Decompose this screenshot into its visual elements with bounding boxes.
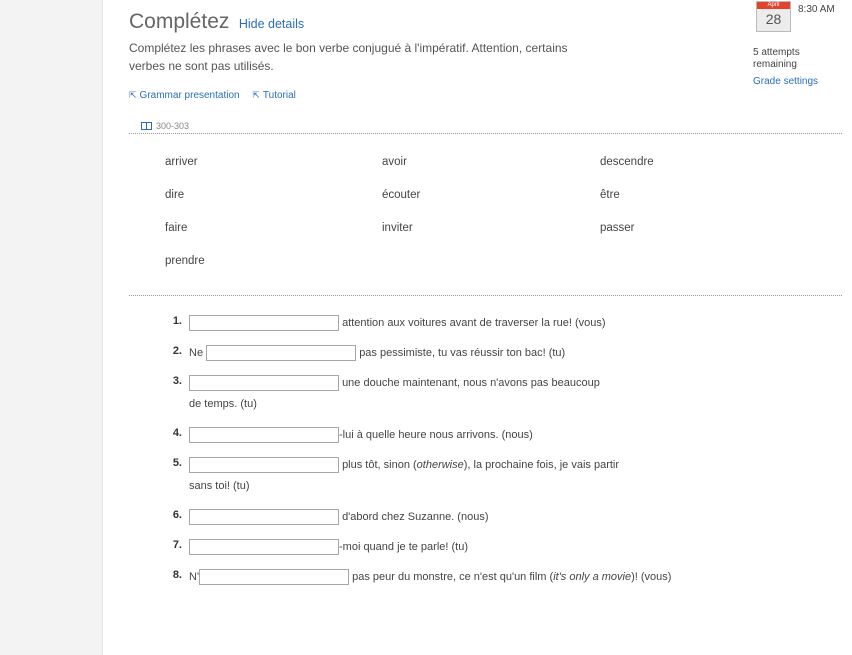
textbook-pages[interactable] xyxy=(141,121,189,131)
external-arrow-icon: ⇱ xyxy=(129,90,137,100)
word-bank-item: descendre xyxy=(600,156,654,168)
resource-links xyxy=(129,90,306,101)
word-bank-item: inviter xyxy=(382,222,413,234)
question-number: 1. xyxy=(172,315,182,327)
answer-input-1[interactable] xyxy=(189,315,339,331)
calendar-icon xyxy=(756,1,791,32)
question-prefix: N' xyxy=(189,571,200,583)
word-bank-item: avoir xyxy=(382,156,407,168)
word-bank-item: faire xyxy=(165,222,188,234)
grade-settings-link[interactable]: Grade settings xyxy=(753,76,819,87)
due-time: 8:30 AM xyxy=(798,4,835,15)
word-bank-item: écouter xyxy=(382,189,421,201)
word-bank-item: prendre xyxy=(165,255,205,267)
divider xyxy=(129,295,842,296)
word-bank-item: être xyxy=(600,189,620,201)
question-text: plus tôt, sinon (otherwise), la prochaine fois, je vais partir xyxy=(342,459,620,471)
grammar-presentation-link[interactable] xyxy=(129,90,240,101)
instructions: Complétez les phrases avec le bon verbe conjugué à l'impératif. Attention, certains verbes ne sont pas utilisés. xyxy=(129,41,568,73)
question-number: 2. xyxy=(172,345,182,357)
question-text: -lui à quelle heure nous arrivons. (nous) xyxy=(339,429,533,441)
divider xyxy=(129,133,842,134)
question-number: 3. xyxy=(172,375,182,387)
question-text: une douche maintenant, nous n'avons pas beaucoup xyxy=(342,377,600,389)
question-text-continued: sans toi! (tu) xyxy=(189,480,250,492)
question-number: 7. xyxy=(172,539,182,551)
question-number: 4. xyxy=(172,427,182,439)
tutorial-link[interactable] xyxy=(252,90,296,101)
answer-input-3[interactable] xyxy=(189,375,339,391)
question-text: d'abord chez Suzanne. (nous) xyxy=(342,511,489,523)
title-row xyxy=(129,10,304,34)
left-sidebar xyxy=(0,0,103,655)
page-range: 300-303 xyxy=(156,121,190,131)
word-bank-item: arriver xyxy=(165,156,198,168)
word-bank-item: passer xyxy=(600,222,635,234)
grammar-presentation-label: Grammar presentation xyxy=(139,90,240,101)
page-title: Complétez xyxy=(129,10,230,33)
answer-input-8[interactable] xyxy=(199,569,349,585)
question-text: pas peur du monstre, ce n'est qu'un film (it's only a movie)! (vous) xyxy=(352,571,672,583)
answer-input-5[interactable] xyxy=(189,457,339,473)
question-number: 5. xyxy=(172,457,182,469)
calendar-day: 28 xyxy=(765,11,782,27)
word-bank-item: dire xyxy=(165,189,185,201)
answer-input-4[interactable] xyxy=(189,427,339,443)
hide-details-link[interactable]: Hide details xyxy=(238,17,305,31)
calendar-month: April xyxy=(757,2,790,9)
question-text-continued: de temps. (tu) xyxy=(189,398,257,410)
answer-input-7[interactable] xyxy=(189,539,339,555)
question-text: attention aux voitures avant de traverser la rue! (vous) xyxy=(342,317,606,329)
tutorial-label: Tutorial xyxy=(262,90,296,101)
answer-input-6[interactable] xyxy=(189,509,339,525)
external-arrow-icon: ⇱ xyxy=(252,90,260,100)
question-text: pas pessimiste, tu vas réussir ton bac! (tu) xyxy=(359,347,566,359)
attempts-remaining: 5 attempts remaining xyxy=(753,47,800,70)
question-prefix: Ne xyxy=(189,347,204,359)
answer-input-2[interactable] xyxy=(206,345,356,361)
activity-panel xyxy=(129,0,844,655)
question-number: 6. xyxy=(172,509,182,521)
question-number: 8. xyxy=(172,569,182,581)
book-icon xyxy=(141,122,152,130)
question-text: -moi quand je te parle! (tu) xyxy=(339,541,469,553)
